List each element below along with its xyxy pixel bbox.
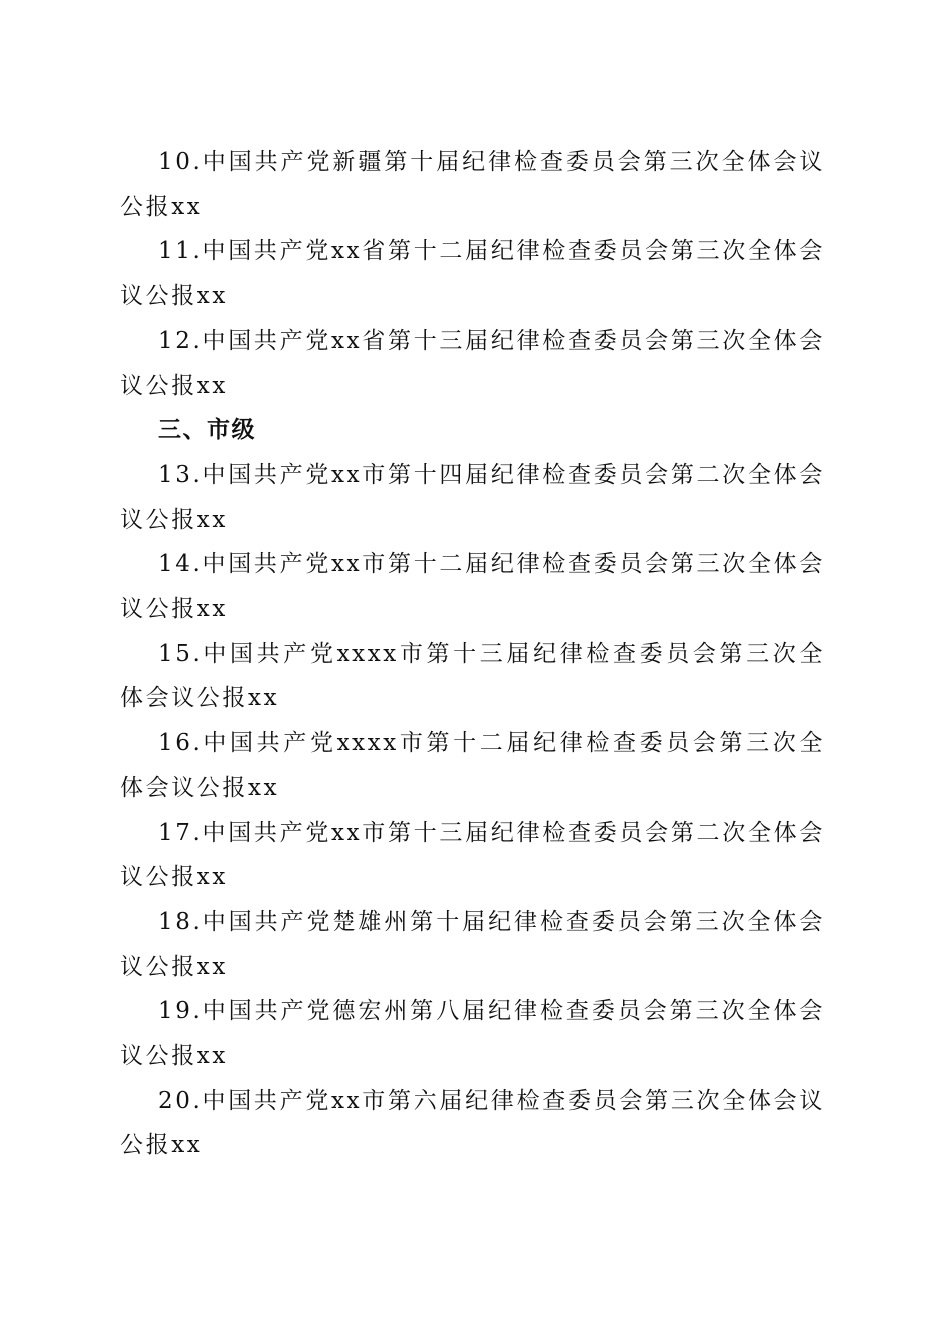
list-item: 12.中国共产党xx省第十三届纪律检查委员会第三次全体会议公报xx — [120, 327, 825, 399]
list-item: 15.中国共产党xxxx市第十三届纪律检查委员会第三次全体会议公报xx — [120, 640, 825, 712]
list-item: 13.中国共产党xx市第十四届纪律检查委员会第二次全体会议公报xx — [120, 461, 825, 533]
list-item: 19.中国共产党德宏州第八届纪律检查委员会第三次全体会议公报xx — [120, 998, 825, 1070]
list-item: 10.中国共产党新疆第十届纪律检查委员会第三次全体会议公报xx — [120, 149, 825, 220]
section-heading: 三、市级 — [158, 417, 256, 444]
document-body — [120, 140, 825, 1168]
list-item: 17.中国共产党xx市第十三届纪律检查委员会第二次全体会议公报xx — [120, 819, 825, 891]
list-item: 14.中国共产党xx市第十二届纪律检查委员会第三次全体会议公报xx — [120, 551, 825, 623]
list-item: 16.中国共产党xxxx市第十二届纪律检查委员会第三次全体会议公报xx — [120, 730, 825, 801]
list-item: 20.中国共产党xx市第六届纪律检查委员会第三次全体会议公报xx — [120, 1087, 825, 1159]
list-item: 11.中国共产党xx省第十二届纪律检查委员会第三次全体会议公报xx — [120, 238, 825, 310]
list-item: 18.中国共产党楚雄州第十届纪律检查委员会第三次全体会议公报xx — [120, 908, 825, 980]
